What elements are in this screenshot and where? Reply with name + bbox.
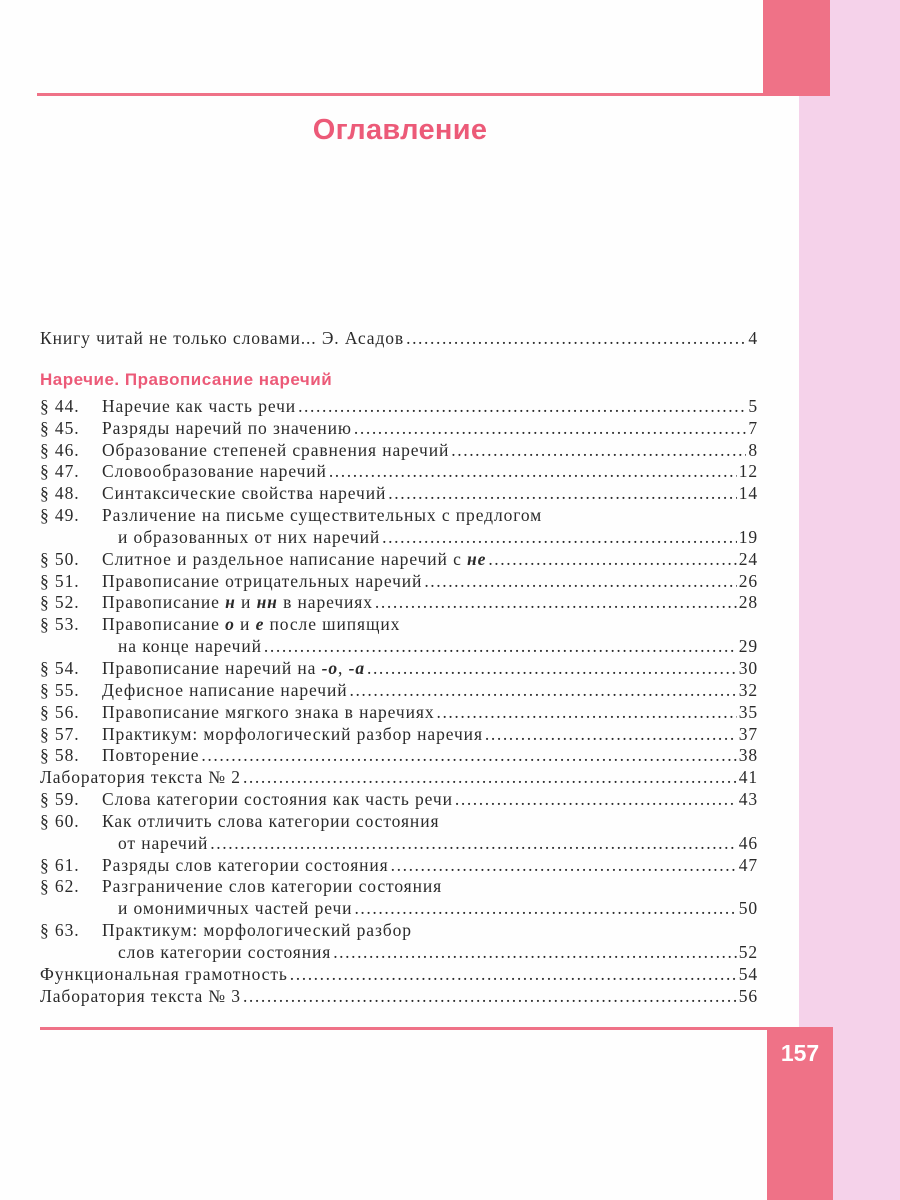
section-number: § 53. [40,614,80,635]
entry-title [102,876,442,898]
title-text: на конце наречий [118,636,262,657]
dot-leader [349,680,736,702]
dot-leader [210,833,736,855]
dot-leader [382,527,737,549]
title-text: Правописание мягкого знака в наречиях [102,701,435,722]
toc-entry[interactable] [40,789,758,811]
toc-entries [40,396,758,1008]
toc-entry[interactable] [40,680,758,702]
title-text: Правописание [102,592,226,613]
dot-leader [354,898,736,920]
toc-entry[interactable] [40,920,758,964]
entry-title [102,920,412,942]
title-text: и образованных от них наречий [118,526,381,547]
dot-leader [264,636,737,658]
italic-letters: о [225,614,235,635]
page-ref: 12 [738,461,758,482]
title-text: Повторение [102,745,200,766]
italic-letters: е [255,614,265,635]
toc-line [40,811,758,833]
title-text: и [235,592,257,613]
toc-line [40,483,758,505]
section-number: § 56. [40,701,80,722]
entry-title [102,483,386,505]
page-ref: 32 [738,679,758,700]
page-ref: 43 [738,789,758,810]
toc-line [40,724,758,746]
top-band [763,0,830,94]
title-text: Наречие как часть речи [102,395,297,416]
toc-entry[interactable] [40,855,758,877]
title-text: и [234,614,256,635]
toc-entry[interactable] [40,418,758,440]
toc-entry[interactable] [40,702,758,724]
toc-entry[interactable] [40,811,758,855]
title-text: , [338,657,349,678]
page-ref: 47 [738,854,758,875]
entry-title [118,898,352,920]
toc-entry[interactable] [40,483,758,505]
page-ref: 38 [738,745,758,766]
entry-title [102,418,352,440]
page-number: 157 [780,1040,820,1066]
section-number: § 45. [40,417,80,438]
title-text: Дефисное написание наречий [102,679,348,700]
section-number: § 60. [40,810,80,831]
toc-line [40,614,758,636]
page-ref: 7 [748,417,758,438]
toc-line [40,745,758,767]
italic-letters: -а [348,657,365,678]
toc-line [40,461,758,483]
title-text: Образование степеней сравнения наречий [102,439,450,460]
section-number: § 48. [40,483,80,504]
section-number: § 46. [40,439,80,460]
page-ref: 37 [738,723,758,744]
toc-intro-entry[interactable] [40,328,758,350]
entry-title [102,745,199,767]
title-text: Словообразование наречий [102,461,327,482]
toc-line [40,898,758,920]
entry-title [102,592,373,614]
title-text: слов категории состояния [118,941,332,962]
dot-leader [243,986,737,1008]
entry-title [40,328,404,350]
toc-line [40,789,758,811]
toc-entry[interactable] [40,440,758,462]
page-ref: 5 [748,395,758,416]
toc-line [40,440,758,462]
page-ref: 4 [748,328,758,348]
toc-entry[interactable] [40,745,758,767]
title-text: Как отличить слова категории состояния [102,810,440,831]
entry-title [102,396,296,418]
entry-title [102,549,486,571]
title-text: Разряды слов категории состояния [102,854,389,875]
page-ref: 19 [738,526,758,547]
table-of-contents [40,328,758,1007]
toc-line [40,418,758,440]
title-text: Правописание [102,614,226,635]
section-number: § 57. [40,723,80,744]
toc-entry[interactable] [40,767,758,789]
page-ref: 26 [738,570,758,591]
toc-line [40,527,758,549]
title-text: Функциональная грамотность [40,963,288,984]
section-number: § 49. [40,505,80,526]
entry-title [102,702,434,724]
section-number: § 47. [40,461,80,482]
dot-leader [375,592,737,614]
dot-leader [488,549,736,571]
dot-leader [436,702,736,724]
section-number: § 62. [40,876,80,897]
toc-entry[interactable] [40,549,758,571]
title-text: Лаборатория текста № 3 [40,985,241,1006]
dot-leader [243,767,737,789]
entry-title [118,636,262,658]
entry-title [102,440,449,462]
toc-line [40,592,758,614]
title-text: Правописание наречий на [102,657,322,678]
dot-leader [290,964,737,986]
dot-leader [367,658,737,680]
toc-line [40,702,758,724]
page-ref: 28 [738,592,758,613]
italic-letters: не [467,548,487,569]
entry-title [118,942,331,964]
toc-line [40,920,758,942]
title-text: Синтаксические свойства наречий [102,483,387,504]
toc-entry[interactable] [40,876,758,920]
page-ref: 50 [738,898,758,919]
page-ref: 52 [738,941,758,962]
toc-line [40,767,758,789]
section-number: § 55. [40,679,80,700]
page-ref: 41 [738,767,758,788]
toc-line [40,942,758,964]
dot-leader [354,418,746,440]
entry-title [118,833,208,855]
title-text: в наречиях [277,592,373,613]
title-text: Практикум: морфологический разбор наречия [102,723,483,744]
toc-line [40,876,758,898]
page-ref: 24 [738,548,758,569]
section-number: § 51. [40,570,80,591]
page-ref: 30 [738,657,758,678]
toc-entry[interactable] [40,571,758,593]
entry-title [102,789,453,811]
toc-entry[interactable] [40,505,758,549]
toc-line [40,636,758,658]
page-ref: 35 [738,701,758,722]
toc-entry[interactable] [40,964,758,986]
toc-line [40,833,758,855]
page-ref: 14 [738,483,758,504]
title-text: Практикум: морфологический разбор [102,920,412,941]
title-text: Правописание отрицательных наречий [102,570,423,591]
section-number: § 50. [40,548,80,569]
toc-entry[interactable] [40,986,758,1008]
entry-title [40,964,288,986]
toc-line [40,986,758,1008]
toc-line [40,396,758,418]
entry-title [102,811,439,833]
title-text: от наречий [118,832,209,853]
top-rule [37,93,830,96]
section-number: § 44. [40,395,80,416]
section-heading: Наречие. Правописание наречий [40,369,333,389]
entry-title [102,855,389,877]
toc-entry[interactable] [40,614,758,658]
page-ref: 29 [738,636,758,657]
section-number: § 63. [40,920,80,941]
entry-title [102,724,483,746]
title-text: Лаборатория текста № 2 [40,767,241,788]
title-text: Разграничение слов категории состояния [102,876,443,897]
title-text: Слитное и раздельное написание наречий с [102,548,468,569]
title-text: и омонимичных частей речи [118,898,353,919]
toc-entry[interactable] [40,592,758,614]
toc-entry[interactable] [40,461,758,483]
dot-leader [485,724,737,746]
italic-letters: нн [256,592,278,613]
page-ref: 8 [748,439,758,460]
italic-letters: н [225,592,236,613]
toc-entry[interactable] [40,658,758,680]
toc-line [40,658,758,680]
dot-leader [388,483,736,505]
toc-line [40,571,758,593]
page-ref: 54 [738,963,758,984]
italic-letters: -о [321,657,339,678]
dot-leader [455,789,737,811]
title-text: Различение на письме существительных с предлогом [102,505,543,526]
title-text: Слова категории состояния как часть речи [102,789,453,810]
toc-line [40,328,758,350]
toc-line [40,549,758,571]
title-text: после шипящих [264,614,401,635]
dot-leader [201,745,736,767]
entry-title [102,571,422,593]
title-text: Разряды наречий по значению [102,417,352,438]
entry-title [102,658,365,680]
dot-leader [406,328,746,350]
section-number: § 54. [40,657,80,678]
dot-leader [298,396,746,418]
dot-leader [391,855,737,877]
toc-line [40,505,758,527]
page-ref: 46 [738,832,758,853]
toc-entry[interactable] [40,396,758,418]
toc-line [40,964,758,986]
dot-leader [329,461,737,483]
entry-title [102,461,327,483]
dot-leader [451,440,746,462]
page-number-box [767,1030,833,1200]
entry-title [102,614,400,636]
toc-entry[interactable] [40,724,758,746]
bottom-rule [40,1027,833,1030]
section-number: § 59. [40,789,80,810]
entry-title [40,767,241,789]
entry-title [40,986,241,1008]
section-number: § 61. [40,854,80,875]
dot-leader [424,571,736,593]
page-ref: 56 [738,985,758,1006]
entry-title [102,680,347,702]
page-title: Оглавление [312,114,488,146]
toc-line [40,855,758,877]
title-text: Книгу читай не только словами... Э. Асадов [40,328,405,348]
section-number: § 52. [40,592,80,613]
side-strip [799,0,900,1200]
toc-line [40,680,758,702]
section-number: § 58. [40,745,80,766]
entry-title [118,527,380,549]
entry-title [102,505,542,527]
dot-leader [333,942,737,964]
